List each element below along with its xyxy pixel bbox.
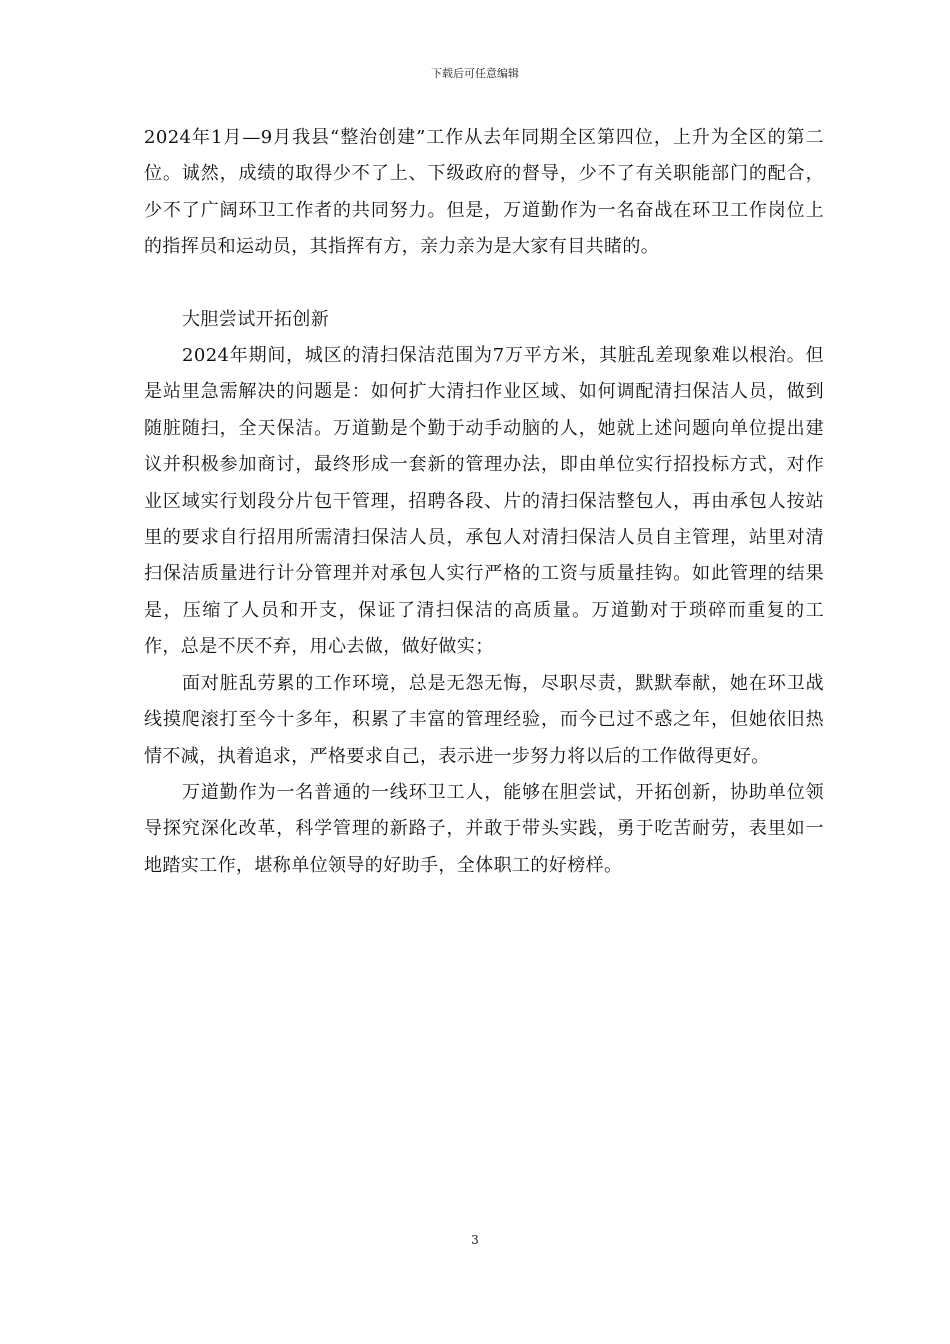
- section-heading: 大胆尝试开拓创新: [182, 308, 330, 330]
- paragraph-management-reform: 2024年期间，城区的清扫保洁范围为7万平方米，其脏乱差现象难以根治。但是站里急需解决的问题是：如何扩大清扫作业区域、如何调配清扫保洁人员，做到随脏随扫，全天保洁。万道勤是个勤于动手动脑的人，她就上述问题向单位提出建议并积极参加商讨，最终形成一套新的管理办法，即由单位实行招投标方式，对作业区域实行划段分片包干管理，招聘各段、片的清扫保洁整包人，再由承包人按站里的要求自行招用所需清扫保洁人员，承包人对清扫保洁人员自主管理，站里对清扫保洁质量进行计分管理并对承包人实行严格的工资与质量挂钩。如此管理的结果是，压缩了人员和开支，保证了清扫保洁的高质量。万道勤对于琐碎而重复的工作，总是不厌不弃，用心去做，做好做实；: [144, 345, 824, 658]
- page-header-note: 下载后可任意编辑: [431, 67, 519, 80]
- paragraph-ranking-summary: 2024年1月—9月我县“整治创建”工作从去年同期全区第四位，上升为全区的第二位。诚然，成绩的取得少不了上、下级政府的督导，少不了有关职能部门的配合，少不了广阔环卫工作者的共同努力。但是，万道勤作为一名奋战在环卫工作岗位上的指挥员和运动员，其指挥有方，亲力亲为是大家有目共睹的。: [144, 127, 824, 258]
- page-number: 3: [471, 1233, 479, 1247]
- document-body: [144, 120, 824, 884]
- paragraph-conclusion: 万道勤作为一名普通的一线环卫工人，能够在胆尝试，开拓创新，协助单位领导探究深化改革，科学管理的新路子，并敢于带头实践，勇于吃苦耐劳，表里如一地踏实工作，堪称单位领导的好助手，全体职工的好榜样。: [144, 781, 824, 876]
- paragraph-dedication: 面对脏乱劳累的工作环境，总是无怨无悔，尽职尽责，默默奉献，她在环卫战线摸爬滚打至今十多年，积累了丰富的管理经验，而今已过不惑之年，但她依旧热情不减，执着追求，严格要求自己，表示进一步努力将以后的工作做得更好。: [144, 672, 824, 767]
